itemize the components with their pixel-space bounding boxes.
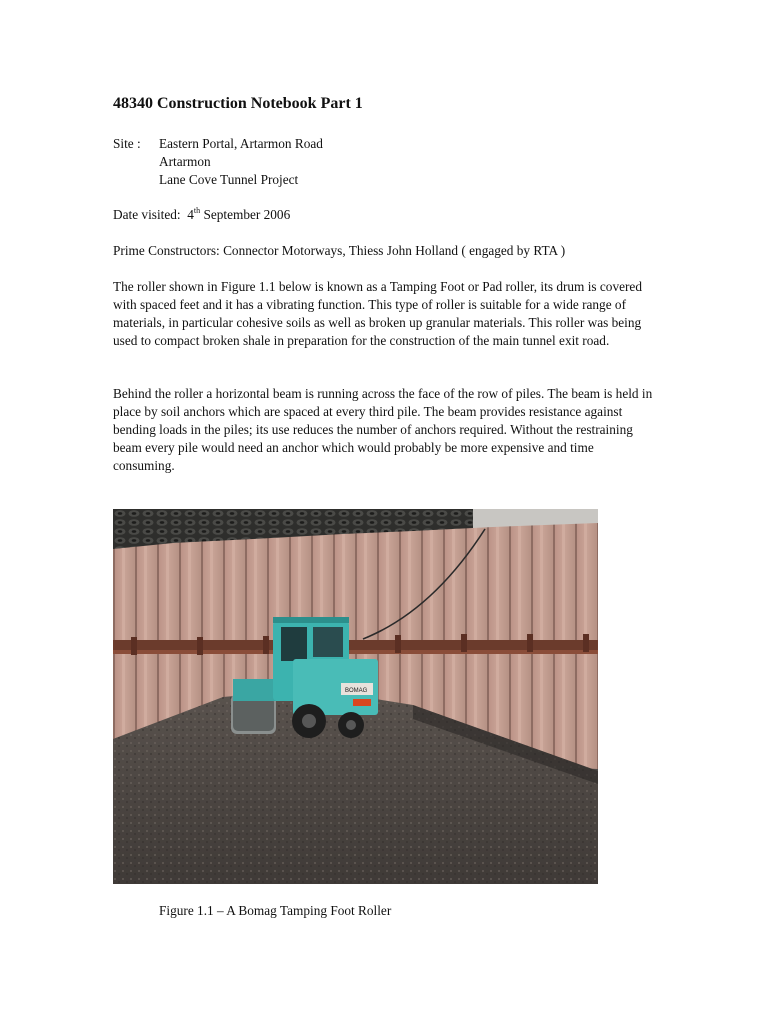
date-suffix: th	[193, 205, 201, 215]
paragraph-beam	[113, 385, 653, 475]
figure-photo	[113, 509, 598, 884]
site-block	[113, 135, 653, 189]
date-label: Date visited:	[113, 207, 181, 222]
site-line-3: Lane Cove Tunnel Project	[159, 172, 299, 187]
roller-brand-label: BOMAG	[345, 688, 368, 694]
site-line-1: Eastern Portal, Artarmon Road	[159, 136, 323, 151]
paragraph-roller-text: The roller shown in Figure 1.1 below is known as a Tamping Foot or Pad roller, its drum is covered with spaced feet and it has a vibrating function. This type of roller is suitable for a wide range of materials, in particular cohesive soils as well as broken up granular materials. This roller was being used to compact broken shale in preparation for the construction of the main tunnel exit road.	[113, 279, 642, 348]
site-label: Site :	[113, 136, 141, 151]
date-day: 4	[187, 207, 194, 222]
site-line-2: Artarmon	[159, 154, 211, 169]
paragraph-roller	[113, 278, 653, 350]
document-title: 48340 Construction Notebook Part 1	[113, 95, 363, 112]
paragraph-beam-text: Behind the roller a horizontal beam is running across the face of the row of piles. The beam is held in place by soil anchors which are spaced at every third pile. The beam provides resistance against bending loads in the piles; its use reduces the number of anchors required. Without the restraining beam every pile would need an anchor which would probably be more expensive and time consuming.	[113, 386, 653, 473]
date-rest: September 2006	[203, 207, 291, 222]
figure-caption: Figure 1.1 – A Bomag Tamping Foot Roller	[159, 903, 392, 918]
date-visited	[113, 206, 653, 224]
prime-constructors: Prime Constructors: Connector Motorways, Thiess John Holland ( engaged by RTA )	[113, 243, 566, 258]
